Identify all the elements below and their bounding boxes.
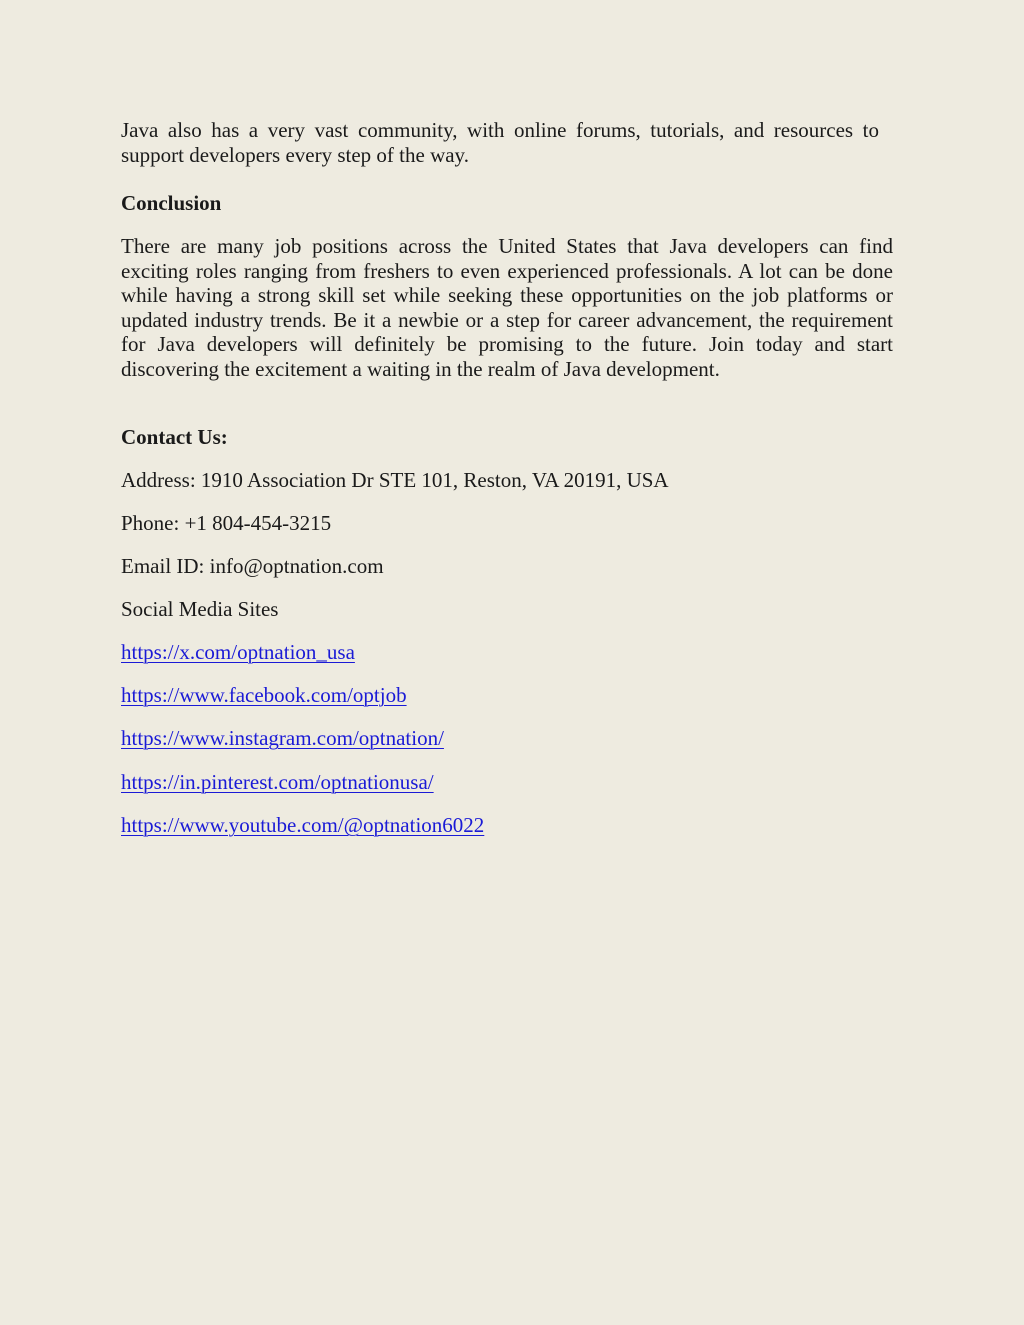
conclusion-paragraph: There are many job positions across the United States that Java developers can find exciting roles ranging from freshers to even experienced professionals. A lot can be done while having a strong skill set while seeking these opportunities on the job platforms or updated industry trends. Be it a newbie or a step for career advancement, the requirement for Java developers will definitely be promising to the future. Join today and start discovering the excitement a waiting in the realm of Java development. xyxy=(121,234,893,381)
link-youtube[interactable]: https://www.youtube.com/@optnation6022 xyxy=(121,813,485,837)
contact-heading: Contact Us: xyxy=(121,425,228,449)
contact-phone: Phone: +1 804-454-3215 xyxy=(121,511,332,535)
conclusion-heading: Conclusion xyxy=(121,191,222,215)
intro-paragraph: Java also has a very vast community, with online forums, tutorials, and resources to support developers every step of the way. xyxy=(121,118,879,167)
link-instagram[interactable]: https://www.instagram.com/optnation/ xyxy=(121,726,444,750)
link-pinterest[interactable]: https://in.pinterest.com/optnationusa/ xyxy=(121,770,434,794)
contact-address: Address: 1910 Association Dr STE 101, Reston, VA 20191, USA xyxy=(121,468,669,492)
link-x[interactable]: https://x.com/optnation_usa xyxy=(121,640,355,664)
link-facebook[interactable]: https://www.facebook.com/optjob xyxy=(121,683,407,707)
contact-email: Email ID: info@optnation.com xyxy=(121,554,384,578)
social-media-heading: Social Media Sites xyxy=(121,597,279,621)
